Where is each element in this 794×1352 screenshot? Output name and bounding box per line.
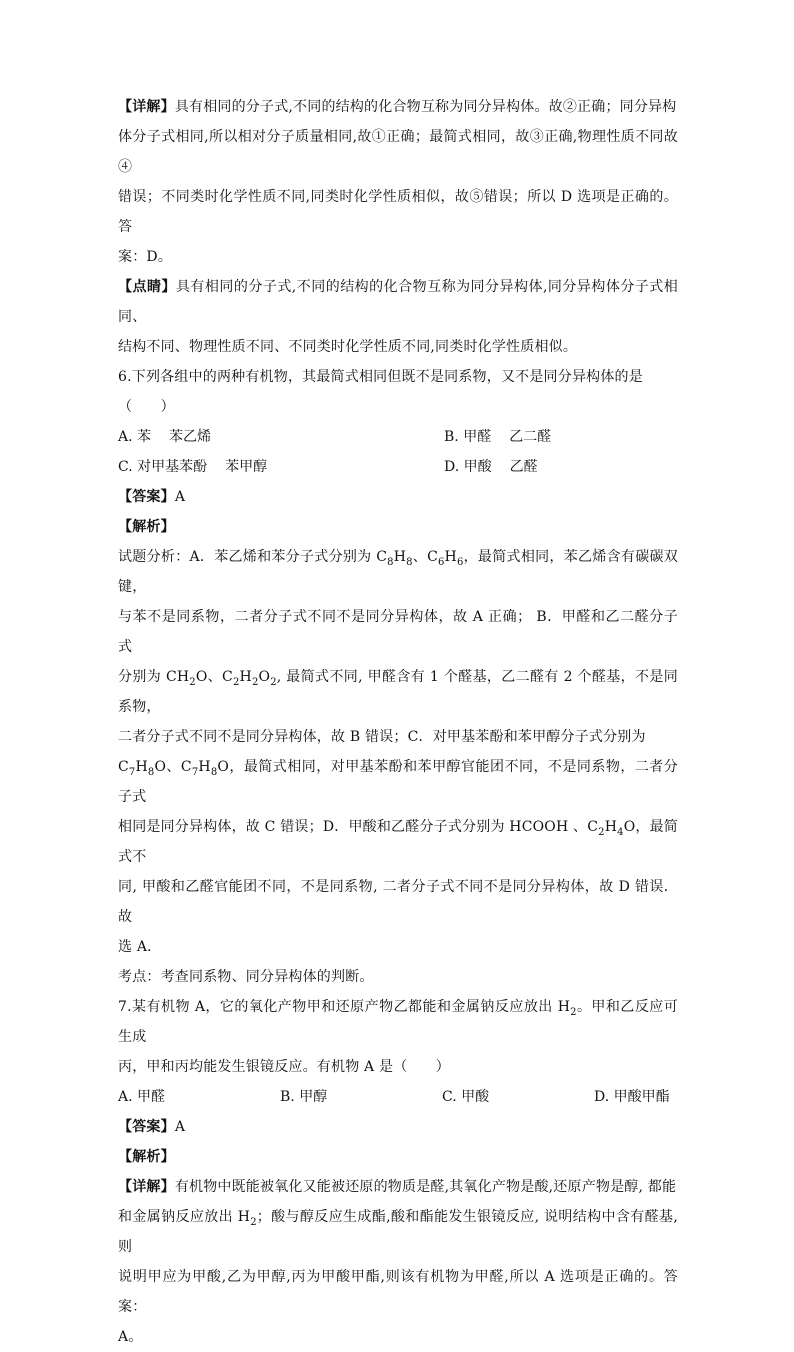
q6-answer: 【答案】A bbox=[118, 489, 186, 505]
q6-analysis-line-4: 二者分子式不同不是同分异构体，故 B 错误；C．对甲基苯酚和苯甲醇分子式分别为 bbox=[118, 729, 646, 745]
q7-detail-line-4: A。 bbox=[118, 1329, 143, 1345]
q5-point-line-2: 结构不同、物理性质不同、不同类时化学性质不同,同类时化学性质相似。 bbox=[118, 339, 578, 355]
q7-option-d: D. 甲酸甲酯 bbox=[594, 1089, 670, 1105]
q5-detail-line-2: 体分子式相同,所以相对分子质量相同,故①正确；最简式相同，故③正确,物理性质不同故④ bbox=[118, 129, 678, 175]
q6-option-c: C. 对甲基苯酚 苯甲醇 bbox=[118, 459, 268, 475]
q6-kaodian: 考点：考查同系物、同分异构体的判断。 bbox=[118, 969, 374, 985]
point-label: 【点睛】 bbox=[118, 279, 176, 295]
q6-options-row-2 bbox=[118, 452, 678, 482]
q5-detail-line-4: 案：D。 bbox=[118, 249, 173, 265]
document-page bbox=[118, 92, 678, 1352]
q6-analysis-label: 【解析】 bbox=[118, 519, 175, 535]
q6-analysis-line-3: 分别为 $CH_2O$、$C_2H_2O_2$, 最简式不同, 甲醛含有 1 个醛基，乙二醛有 2 个醛基，不是同系物， bbox=[118, 669, 678, 715]
detail-label: 【详解】 bbox=[118, 99, 175, 115]
q7-detail-line-2: 和金属钠反应放出 $H_2$；酸与醇反应生成酯,酸和酯能发生银镜反应, 说明结构中含有醛基,则 bbox=[118, 1209, 678, 1255]
q7-stem-line-2: 丙，甲和丙均能发生银镜反应。有机物 A 是（ ） bbox=[118, 1059, 451, 1075]
q6-option-b: B. 甲醛 乙二醛 bbox=[444, 429, 552, 445]
q5-detail-line-3: 错误；不同类时化学性质不同,同类时化学性质相似，故⑤错误；所以 D 选项是正确的。答 bbox=[118, 189, 678, 235]
q7-answer: 【答案】A bbox=[118, 1119, 186, 1135]
q7-option-a: A. 甲醛 bbox=[118, 1089, 166, 1105]
q6-option-a: A. 苯 苯乙烯 bbox=[118, 429, 212, 445]
q6-analysis-line-1: 试题分析：A．苯乙烯和苯分子式分别为 $C_8H_8$、$C_6H_6$，最简式相同，苯乙烯含有碳碳双键， bbox=[118, 549, 678, 595]
q6-analysis-line-8: 选 A． bbox=[118, 939, 162, 955]
q6-paren: （ ） bbox=[118, 399, 175, 415]
q6-options-row-1 bbox=[118, 422, 678, 452]
q7-options-row bbox=[118, 1082, 678, 1112]
q7-option-b: B. 甲醇 bbox=[280, 1089, 328, 1105]
q7-stem-line-1: 7.某有机物 A，它的氧化产物甲和还原产物乙都能和金属钠反应放出 $H_2$。甲和乙反应可生成 bbox=[118, 999, 678, 1045]
q7-detail-line-3: 说明甲应为甲酸,乙为甲醇,丙为甲酸甲酯,则该有机物为甲醛,所以 A 选项是正确的。答案： bbox=[118, 1269, 678, 1315]
q6-stem: 6.下列各组中的两种有机物，其最简式相同但既不是同系物，又不是同分异构体的是 bbox=[118, 369, 643, 385]
q6-analysis-line-2: 与苯不是同系物，二者分子式不同不是同分异构体，故 A 正确； B．甲醛和乙二醛分子式 bbox=[118, 609, 678, 655]
q6-analysis-line-6: 相同是同分异构体，故 C 错误；D．甲酸和乙醛分子式分别为 HCOOH 、$C_2H_4O$，最简式不 bbox=[118, 819, 678, 865]
q5-detail-line-1: 【详解】具有相同的分子式,不同的结构的化合物互称为同分异构体。故②正确；同分异构 bbox=[118, 99, 677, 115]
q6-analysis-line-5: $C_7H_8O$、$C_7H_8O$，最简式相同，对甲基苯酚和苯甲醇官能团不同，不是同系物，二者分子式 bbox=[118, 759, 678, 805]
q6-option-d: D. 甲酸 乙醛 bbox=[444, 459, 538, 475]
q5-point-line-1: 【点睛】具有相同的分子式,不同的结构的化合物互称为同分异构体,同分异构体分子式相同、 bbox=[118, 279, 678, 325]
q7-analysis-label: 【解析】 bbox=[118, 1149, 175, 1165]
q6-analysis-line-7: 同, 甲酸和乙醛官能团不同，不是同系物, 二者分子式不同不是同分异构体，故 D 错误．故 bbox=[118, 879, 678, 925]
q7-option-c: C. 甲酸 bbox=[442, 1089, 490, 1105]
q7-detail-line-1: 【详解】有机物中既能被氧化又能被还原的物质是醛,其氧化产物是酸,还原产物是醇, 都能 bbox=[118, 1179, 677, 1195]
